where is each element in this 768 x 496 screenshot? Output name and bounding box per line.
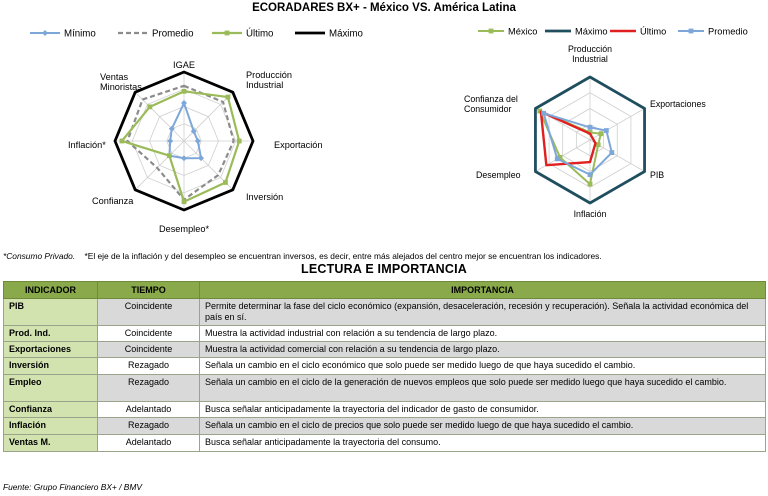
data-point [120, 139, 125, 144]
radar-chart-latam [390, 18, 768, 250]
data-point [237, 139, 242, 144]
legend-label-ultimo: Último [246, 28, 274, 40]
importancia-cell: Muestra la actividad comercial con relación a su tendencia de largo plazo. [200, 342, 766, 358]
tiempo-cell: Adelantado [98, 402, 200, 418]
tiempo-cell: Adelantado [98, 435, 200, 452]
header-tiempo: TIEMPO [98, 282, 200, 299]
footnote [3, 251, 602, 261]
axis-label-inversion: Inversión [246, 192, 284, 202]
indicator-cell: Confianza [4, 402, 98, 418]
data-point [541, 111, 546, 116]
legend-marker [689, 29, 694, 34]
axis-label-igae: IGAE [173, 60, 195, 70]
data-point [555, 157, 560, 162]
page-title: ECORADARES BX+ - México VS. América Latina [252, 2, 516, 14]
importancia-cell: Permite determinar la fase del ciclo económico (expansión, desaceleración, recesión y recuperación). Señala la actividad económica del país en sí. [200, 299, 766, 326]
axis-label-confianza-del-consumidor: Confianza del Consumidor [464, 94, 518, 114]
data-point [604, 128, 609, 133]
legend-label-maximo: Máximo [329, 28, 363, 40]
indicator-cell: Prod. Ind. [4, 326, 98, 342]
data-point [223, 180, 228, 185]
data-point [226, 95, 231, 100]
data-point [599, 131, 604, 136]
tiempo-cell: Rezagado [98, 358, 200, 375]
importancia-cell: Señala un cambio en el ciclo de precios que solo puede ser medido luego de que haya sucedido el cambio. [200, 418, 766, 435]
data-point [609, 150, 614, 155]
table-header-row [4, 282, 766, 299]
indicator-cell: Ventas M. [4, 435, 98, 452]
header-importancia: IMPORTANCIA [200, 282, 766, 299]
table-row [4, 358, 766, 375]
axis-label-pib: PIB [650, 170, 665, 180]
importancia-cell: Muestra la actividad industrial con relación a su tendencia de largo plazo. [200, 326, 766, 342]
indicator-cell: Inversión [4, 358, 98, 375]
importancia-cell: Busca señalar anticipadamente la trayectoria del indicador de gasto de consumidor. [200, 402, 766, 418]
table-row [4, 326, 766, 342]
tiempo-cell: Rezagado [98, 375, 200, 402]
indicator-cell: Empleo [4, 375, 98, 402]
axis-label-produccion-industrial: Producción Industrial [246, 70, 292, 91]
indicator-table [3, 281, 766, 452]
tiempo-cell: Rezagado [98, 418, 200, 435]
data-point [588, 125, 593, 130]
table-row [4, 402, 766, 418]
legend-marker [489, 29, 494, 34]
axis-label-exportacion: Exportación [274, 140, 323, 150]
radar-chart-mexico [0, 18, 390, 250]
indicator-cell: PIB [4, 299, 98, 326]
table-row [4, 418, 766, 435]
header-indicador: INDICADOR [4, 282, 98, 299]
tiempo-cell: Coincidente [98, 299, 200, 326]
data-point [167, 138, 173, 144]
legend-label-promedio: Promedio [708, 26, 748, 37]
legend [30, 29, 363, 40]
legend-marker [225, 31, 230, 36]
data-point [182, 199, 187, 204]
section-title: LECTURA E IMPORTANCIA [301, 262, 467, 276]
axis-label-desempleo: Desempleo [476, 170, 521, 180]
legend-label-promedio: Promedio [152, 28, 194, 40]
axis-label-inflacion: Inflación [573, 209, 607, 219]
table-row [4, 299, 766, 326]
tiempo-cell: Coincidente [98, 342, 200, 358]
table-row [4, 342, 766, 358]
axis-label-produccion-industrial: Producción Industrial [567, 44, 613, 64]
series-minimo [166, 100, 204, 161]
source-note: Fuente: Grupo Financiero BX+ / BMV [3, 482, 142, 492]
legend-label-ultimo: Último [640, 26, 667, 37]
footnote-inverse-axes: *El eje de la inflación y del desempleo se encuentran inversos, es decir, entre más alejados del centro mejor se encuentran los indicadores. [84, 251, 602, 261]
data-point [181, 155, 187, 161]
tiempo-cell: Coincidente [98, 326, 200, 342]
legend-label-mexico: México [508, 26, 538, 37]
footnote-consumo: *Consumo Privado. [3, 251, 76, 261]
data-point [195, 138, 201, 144]
legend [478, 27, 748, 37]
data-point [588, 172, 593, 177]
axis-label-ventas-minoristas: Ventas Minoristas [100, 72, 142, 93]
importancia-cell: Busca señalar anticipadamente la trayectoria del consumo. [200, 435, 766, 452]
importancia-cell: Señala un cambio en el ciclo económico que solo puede ser medido luego de que haya sucedido el cambio. [200, 358, 766, 375]
legend-label-minimo: Mínimo [64, 28, 96, 40]
axis-label-inflacion: Inflación* [68, 140, 106, 150]
axis-label-confianza: Confianza [92, 196, 134, 206]
table-row [4, 435, 766, 452]
indicator-cell: Exportaciones [4, 342, 98, 358]
legend-marker [42, 30, 48, 36]
data-point [167, 153, 172, 158]
data-point [147, 104, 152, 109]
table-row [4, 375, 766, 402]
data-point [182, 89, 187, 94]
legend-label-maximo: Máximo [575, 26, 608, 37]
importancia-cell: Señala un cambio en el ciclo de la generación de nuevos empleos que solo puede ser medido luego que haya sucedido el cambio. [200, 375, 766, 402]
axis-label-desempleo: Desempleo* [158, 224, 210, 234]
axis-label-exportaciones: Exportaciones [650, 99, 706, 109]
data-point [588, 182, 593, 187]
indicator-cell: Inflación [4, 418, 98, 435]
